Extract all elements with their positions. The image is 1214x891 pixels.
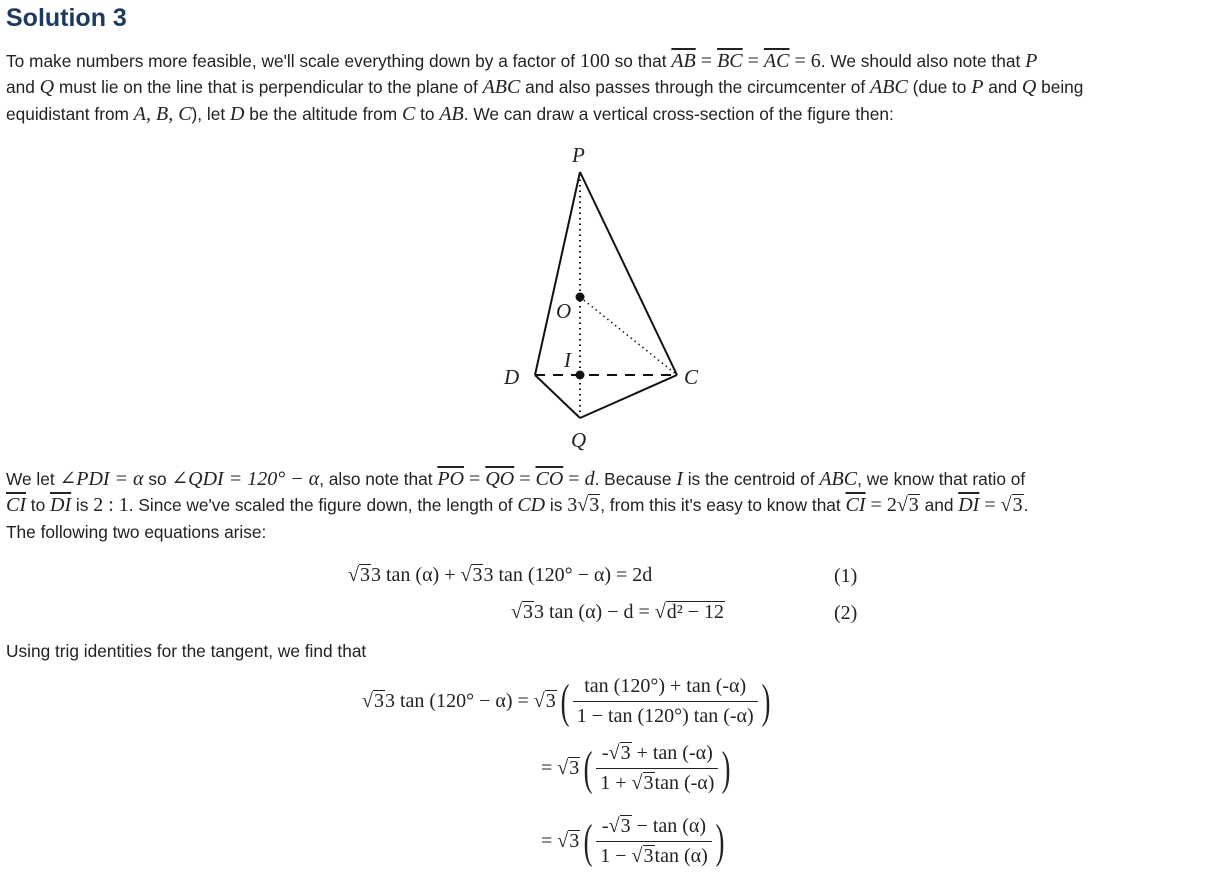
derivation-line-3: = √3( $\frac{-√3 - \tan (\alpha)}{1 - √3\tan (\alpha)}$ ) [541,814,725,868]
segment-OC [580,297,677,375]
label-Q: Q [571,428,587,452]
label-O: O [556,299,572,323]
point-I [576,371,585,380]
label-I: I [564,348,571,372]
label-D: D [504,365,520,389]
label-C: C [684,365,699,389]
equation-2: √33 tan (α) − d = √d² − 12 [511,601,725,623]
intro-paragraph: To make numbers more feasible, we'll scale everything down by a factor of 100 so that $\overline{AB} = \overline{BC} = \overline{AC} = 6$. We should also note that P and Q must lie on the line that is perpendicular to the plane of ABC and also passes through the circumcenter of ABC (due to P and Q being equidistant from A, B, C), let D be the altitude from C to AB. We can draw a vertical cross-section of the figure then: [6,50,1084,125]
edge-CQ [580,375,677,418]
equation-1: √33 tan (α) + √33 tan (120° − α) = 2d [348,564,653,586]
derivation-line-2: = √3( $\frac{-√3 + \tan (-\alpha)}{1 + √3\tan (-\alpha)}$ ) [541,741,731,795]
setup-paragraph: We let ∠PDI = α so ∠QDI = 120° − α, also note that $\overline{PO} = \overline{QO} = \overline{CO} = d$. Because I is the centroid of ABC, we know that ratio of $\overline{CI}$ to $\overline{DI}$ is 2 : 1. Since we've scaled the figure down, the length of CD is 3√3, from this it's easy to know that $\overline{CI} = 2√3$ and $\overline{DI} = √3$. The following two equations arise: [6,468,1029,542]
edge-PD [535,172,580,375]
cross-section-figure [490,140,720,455]
trig-intro: Using trig identities for the tangent, we find that [6,641,367,661]
equation-2-label: (2) [834,602,858,624]
label-P: P [572,143,585,167]
derivation-line-1: √33 tan (120° − α) = √3( $\frac{\tan (120^\circ) + \tan (-\alpha)}{1 - \tan (120^\circ) \tan (-\alpha)}$ ) [362,674,771,728]
solution-heading: Solution 3 [6,4,127,32]
edge-DQ [535,375,580,418]
point-O [576,293,585,302]
equation-1-label: (1) [834,565,858,587]
edge-PC [580,172,677,375]
